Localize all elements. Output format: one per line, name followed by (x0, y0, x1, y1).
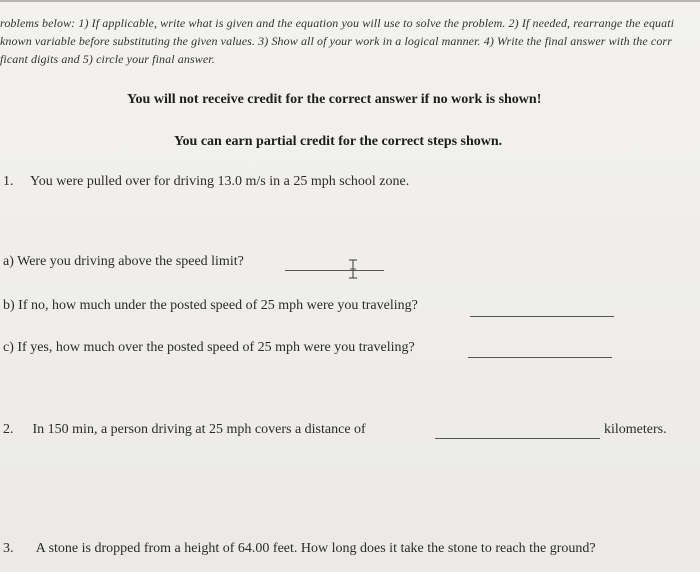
question-1c-answer-blank[interactable] (468, 357, 612, 358)
question-2-text: In 150 min, a person driving at 25 mph covers a distance of (32, 422, 366, 437)
top-divider (0, 0, 700, 2)
question-1-text: You were pulled over for driving 13.0 m/s in a 25 mph school zone. (29, 174, 410, 189)
question-1b-label: b) If no, how much under the posted speed of 25 mph were you traveling? (3, 298, 418, 313)
question-1a-answer-blank[interactable] (285, 270, 384, 271)
question-2-unit: kilometers. (604, 422, 667, 437)
question-3 (3, 541, 596, 557)
question-1b-answer-blank[interactable] (470, 316, 614, 317)
no-credit-warning: You will not receive credit for the correct answer if no work is shown! (127, 92, 542, 107)
text-cursor-icon (344, 258, 362, 280)
question-1c-label: c) If yes, how much over the posted speed of 25 mph were you traveling? (3, 340, 415, 355)
question-2-number: 2. (3, 422, 14, 437)
question-2 (3, 422, 366, 438)
instructions-line-2: known variable before substituting the given values. 3) Show all of your work in a logical manner. 4) Write the final answer with the corr (0, 34, 672, 48)
question-1-number: 1. (3, 174, 14, 189)
question-1a-label: a) Were you driving above the speed limit? (3, 254, 244, 269)
instructions-line-1: roblems below: 1) If applicable, write what is given and the equation you will use to solve the problem. 2) If needed, rearrange the equati (0, 16, 675, 30)
partial-credit-note: You can earn partial credit for the correct steps shown. (174, 134, 503, 149)
question-3-text: A stone is dropped from a height of 64.00 feet. How long does it take the stone to reach the ground? (35, 541, 596, 556)
question-2-answer-blank[interactable] (435, 438, 600, 439)
instructions-line-3: ficant digits and 5) circle your final answer. (0, 52, 215, 66)
question-1 (3, 174, 409, 190)
question-3-number: 3. (3, 541, 14, 556)
